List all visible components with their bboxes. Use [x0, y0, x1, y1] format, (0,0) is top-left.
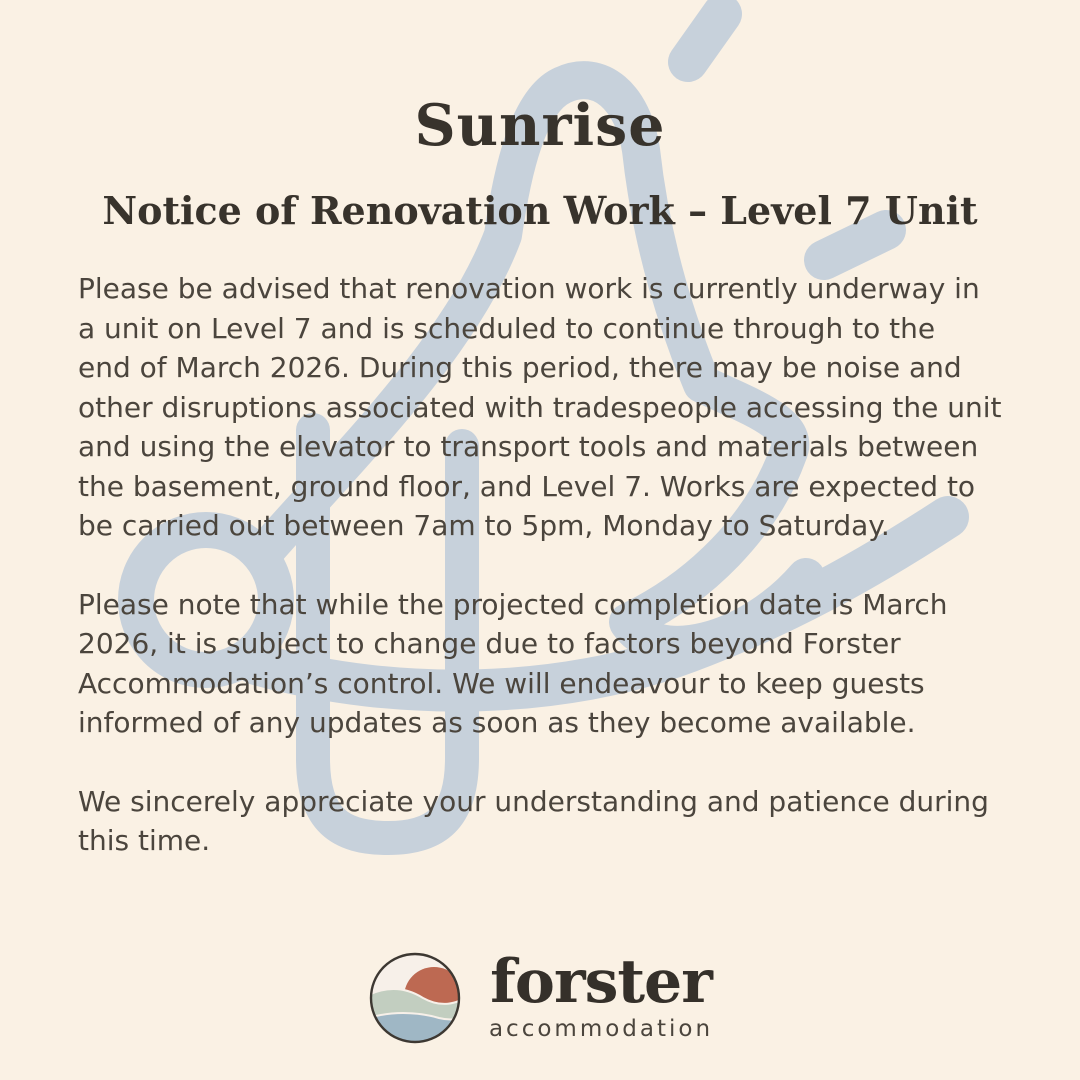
page-title: Sunrise [414, 92, 666, 159]
paragraph [78, 269, 1040, 546]
ring-dash-right [824, 230, 886, 260]
text-line: this time. [78, 824, 211, 857]
text-line: and using the elevator to transport tools and materials between [78, 430, 979, 463]
text-line: We sincerely appreciate your understanding and patience during [78, 784, 989, 818]
text-line: Please note that while the projected completion date is March [78, 587, 948, 621]
ring-dash-top [688, 14, 722, 62]
text-line: be carried out between 7am to 5pm, Monday to Saturday. [78, 509, 890, 542]
text-line: end of March 2026. During this period, there may be noise and [78, 351, 962, 384]
text-line: the basement, ground floor, and Level 7. Works are expected to [78, 469, 976, 503]
notice-body [78, 269, 1040, 900]
notice-subtitle: Notice of Renovation Work – Level 7 Unit [102, 188, 978, 233]
sunrise-logo-icon [367, 950, 463, 1046]
brand-footer [0, 947, 1080, 1046]
brand-text [488, 947, 714, 1042]
text-line: informed of any updates as soon as they become available. [78, 706, 916, 739]
text-line: other disruptions associated with tradespeople accessing the unit [78, 390, 1002, 424]
paragraph [78, 782, 1040, 861]
brand-tagline: accommodation [488, 1016, 714, 1042]
text-line: a unit on Level 7 and is scheduled to continue through to the [78, 311, 936, 345]
paragraph [78, 585, 1040, 743]
brand-name: forster [490, 947, 712, 1017]
text-line: Please be advised that renovation work is currently underway in [78, 272, 980, 305]
text-line: 2026, it is subject to change due to factors beyond Forster [78, 627, 901, 660]
text-line: Accommodation’s control. We will endeavour to keep guests [78, 666, 925, 700]
